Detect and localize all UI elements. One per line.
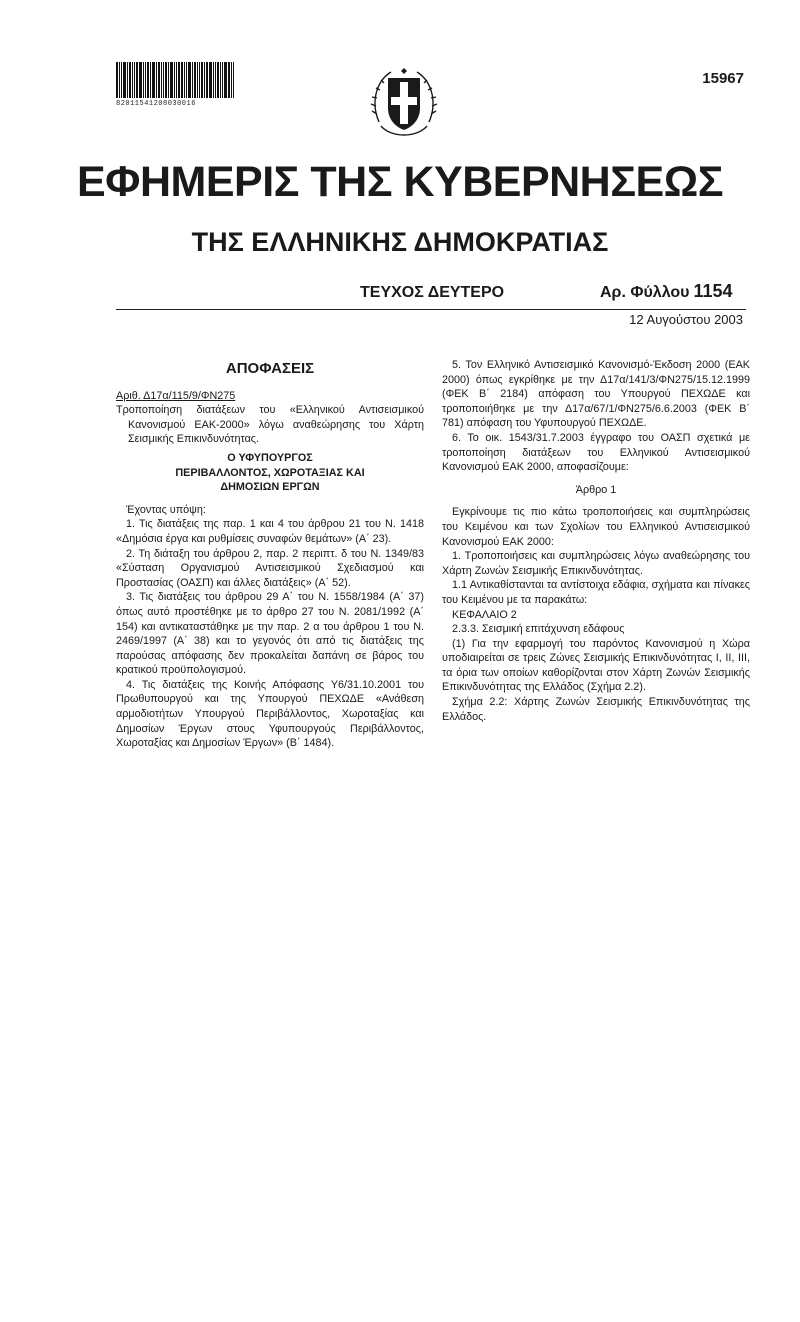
barcode-bar xyxy=(156,62,157,98)
barcode-bar xyxy=(161,62,162,98)
section-heading: 2.3.3. Σεισμική επιτάχυνση εδάφους xyxy=(452,623,625,636)
page-number: 15967 xyxy=(702,70,744,87)
barcode-bar xyxy=(199,62,200,98)
barcode-bar xyxy=(213,62,214,98)
barcode-bar xyxy=(129,62,131,98)
issue-date: 12 Αυγούστου 2003 xyxy=(629,312,743,327)
barcode-bar xyxy=(224,62,227,98)
barcode-bar xyxy=(233,62,234,98)
barcode-bar xyxy=(188,62,191,98)
barcode-bar xyxy=(206,62,208,98)
gazette-title: ΕΦΗΜΕΡΙΣ ΤΗΣ ΚΥΒΕΡΝΗΣΕΩΣ xyxy=(77,158,723,206)
barcode-bar xyxy=(170,62,173,98)
left-column xyxy=(116,362,424,751)
recital-2: 2. Τη διάταξη του άρθρου 2, παρ. 2 περιπτ. δ του Ν. 1349/83 «Σύσταση Οργανισμού Αντισεισμικού Σχεδιασμού και Προστασίας (ΟΑΣΠ) και άλλες διατάξεις» (Α΄ 52). xyxy=(116,547,424,589)
barcode-bar xyxy=(186,62,187,98)
barcode-bar xyxy=(127,62,128,98)
barcode-bar xyxy=(139,62,142,98)
barcode-bar xyxy=(158,62,160,98)
authority-line-3: ΔΗΜΟΣΙΩΝ ΕΡΓΩΝ xyxy=(220,481,320,494)
recital-6: 6. Το οικ. 1543/31.7.2003 έγγραφο του ΟΑΣΠ σχετικά με τροποποίηση διατάξεων του Ελληνικού Αντισεισμικού Κανονισμού ΕΑΚ 2000, αποφασίζουμε: xyxy=(442,431,750,474)
right-column xyxy=(442,358,750,724)
barcode-bar xyxy=(119,62,120,98)
barcode-bar xyxy=(197,62,198,98)
barcode xyxy=(116,62,246,108)
barcode-bar xyxy=(132,62,133,98)
recital-5: 5. Τον Ελληνικό Αντισεισμικό Κανονισμό-Έκδοση 2000 (ΕΑΚ 2000) όπως εγκρίθηκε με την Δ17α/141/3/ΦΝ275/15.12.1999 (ΦΕΚ Β΄ 2184) απόφαση του Υπουργού ΠΕΧΩΔΕ και τροποποιήθηκε με την Δ17α/67/1/ΦΝ275/6.6.2003 (ΦΕΚ Β΄ 781) απόφαση του Υφυπουργού ΠΕΧΩΔΕ. xyxy=(442,359,750,430)
section-title: ΑΠΟΦΑΣΕΙΣ xyxy=(225,360,315,377)
barcode-bar xyxy=(217,62,219,98)
authority-line-2: ΠΕΡΙΒΑΛΛΟΝΤΟΣ, ΧΩΡΟΤΑΞΙΑΣ ΚΑΙ xyxy=(175,466,365,479)
barcode-bar xyxy=(181,62,183,98)
issue-label: ΤΕΥΧΟΣ ΔΕΥΤΕΡΟ xyxy=(360,284,505,301)
barcode-bar xyxy=(201,62,203,98)
barcode-bar xyxy=(165,62,167,98)
barcode-bar xyxy=(123,62,126,98)
barcode-bar xyxy=(184,62,185,98)
barcode-bar xyxy=(168,62,169,98)
barcode-bar xyxy=(215,62,216,98)
barcode-bar xyxy=(231,62,232,98)
decision-reference: Αριθ. Δ17α/115/9/ΦΝ275 xyxy=(116,389,236,402)
barcode-bar xyxy=(150,62,151,98)
authority-line-1: Ο ΥΦΥΠΟΥΡΓΟΣ xyxy=(227,451,313,464)
figure-caption: Σχήμα 2.2: Χάρτης Ζωνών Σεισμικής Επικινδυνότητας της Ελλάδος. xyxy=(442,696,750,723)
barcode-bar xyxy=(143,62,144,98)
zones-paragraph: (1) Για την εφαρμογή του παρόντος Κανονισμού η Χώρα υποδιαιρείται σε τρεις Ζώνες Σεισμικής Επικινδυνότητας Ι, ΙΙ, ΙΙΙ, τα όρια των οποίων καθορίζονται στον Χάρτη Ζωνών Σεισμικής Επικινδυνότητας της Ελλάδος (Σχήμα 2.2). xyxy=(442,637,750,694)
barcode-bars xyxy=(116,62,246,98)
amendment-1: 1. Τροποποιήσεις και συμπληρώσεις λόγω αναθεώρησης του Χάρτη Ζωνών Σεισμικής Επικινδυνότητας. xyxy=(442,550,750,577)
having-regard: Έχοντας υπόψη: xyxy=(126,503,206,516)
barcode-bar xyxy=(220,62,221,98)
recital-1: 1. Τις διατάξεις της παρ. 1 και 4 του άρθρου 21 του Ν. 1418 «Δημόσια έργα και ρυθμίσεις συναφών θεμάτων» (Α΄ 23). xyxy=(116,518,424,545)
barcode-bar xyxy=(228,62,230,98)
gazette-subtitle: ΤΗΣ ΕΛΛΗΝΙΚΗΣ ΔΗΜΟΚΡΑΤΙΑΣ xyxy=(191,227,609,257)
barcode-bar xyxy=(121,62,122,98)
decision-subject: Τροποποίηση διατάξεων του «Ελληνικού Αντισεισμικού Κανονισμού ΕΑΚ-2000» λόγω αναθεώρησης του Χάρτη Σεισμικής Επικινδυνότητας. xyxy=(116,404,424,446)
barcode-bar xyxy=(204,62,205,98)
article-heading: Άρθρο 1 xyxy=(575,483,617,496)
barcode-bar xyxy=(145,62,146,98)
coat-of-arms-emblem xyxy=(369,64,439,154)
barcode-number: 82011541208030016 xyxy=(116,100,196,108)
barcode-bar xyxy=(209,62,212,98)
barcode-bar xyxy=(174,62,175,98)
barcode-bar xyxy=(222,62,223,98)
barcode-bar xyxy=(136,62,138,98)
barcode-bar xyxy=(116,62,118,98)
barcode-bar xyxy=(178,62,180,98)
chapter-heading: ΚΕΦΑΛΑΙΟ 2 xyxy=(452,608,517,621)
barcode-bar xyxy=(147,62,149,98)
recital-3: 3. Τις διατάξεις του άρθρου 29 Α΄ του Ν. 1558/1984 (Α΄ 37) όπως αυτό προστέθηκε με το άρθρο 27 του Ν. 2081/1992 (Α΄ 154) και αντικαταστάθηκε με την παρ. 2 α του άρθρου 1 του Ν. 2469/1997 (Α΄ 38) και το γεγονός ότι από τις διατάξεις της παρούσας απόφασης δεν προκαλείται δαπάνη σε βάρος του κρατικού προϋπολογισμού. xyxy=(116,591,424,677)
barcode-bar xyxy=(163,62,164,98)
barcode-bar xyxy=(194,62,196,98)
barcode-bar xyxy=(134,62,135,98)
sheet-value: 1154 xyxy=(693,281,733,301)
sheet-label: Αρ. Φύλλου xyxy=(600,284,690,301)
sheet-number xyxy=(600,281,733,302)
header-divider xyxy=(116,309,746,310)
approval-paragraph: Εγκρίνουμε τις πιο κάτω τροποποιήσεις και συμπληρώσεις του Κειμένου και των Σχολίων του Ελληνικού Αντισεισμικού Κανονισμού ΕΑΚ 2000: xyxy=(442,506,750,548)
barcode-bar xyxy=(152,62,155,98)
barcode-bar xyxy=(176,62,177,98)
recital-4: 4. Τις διατάξεις της Κοινής Απόφασης Υ6/31.10.2001 του Πρωθυπουργού και της Υπουργού ΠΕΧΩΔΕ «Ανάθεση αρμοδιοτήτων Υπουργού Περιβάλλοντος, Χωροταξίας και Δημοσίων Έργων στους Υφυπουργούς Περιβάλλοντος, Χωροταξίας και Δημοσίων Έργων» (Β΄ 1484). xyxy=(116,678,424,750)
barcode-bar xyxy=(192,62,193,98)
amendment-1-1: 1.1 Αντικαθίστανται τα αντίστοιχα εδάφια, σχήματα και πίνακες του Κειμένου με τα παρακάτω: xyxy=(442,579,750,606)
